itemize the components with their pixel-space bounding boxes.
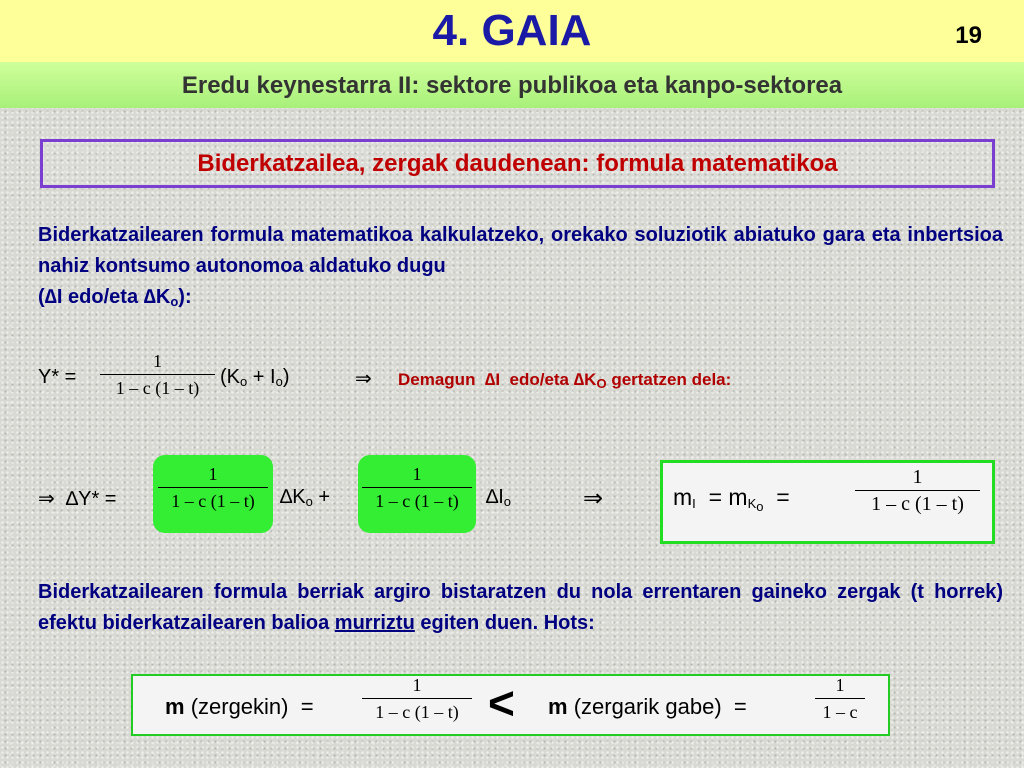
formula1-rhs: $(K_o + I_o)$ — [220, 366, 290, 389]
formula2-fraction-2: 1 1 – c (1 – t) — [362, 463, 472, 512]
implies-arrow-1: ⇒ — [355, 368, 372, 390]
intro-paragraph: Biderkatzailearen formula matematikoa kalkulatzeko, orekako soluziotik abiatuko gara eta inbertsioa nahiz kontsumo autonomoa aldatuko dugu (∆I edo/eta $\Delta K_o$): — [38, 224, 1003, 309]
less-than-sign: < — [488, 677, 515, 729]
formula1-lhs: Y* = — [38, 366, 77, 388]
comparison-right: m (zergarik gabe) = — [548, 694, 747, 719]
intro-text: Biderkatzailearen formula matematikoa kalkulatzeko, orekako soluziotik abiatuko gara eta inbertsioa nahiz kontsumo autonomoa aldatuko dugu — [38, 224, 1003, 277]
comparison-left-fraction: 1 1 – c (1 – t) — [362, 674, 472, 723]
conclusion-paragraph: Biderkatzailearen formula berriak argiro bistaratzen du nola errentaren gaineko zergak (t horrek) efektu biderkatzailearen balioa murriztu egiten duen. Hots: — [38, 581, 1003, 634]
formula1-fraction: 1 1 – c (1 – t) — [100, 350, 215, 399]
implies-arrow-2: ⇒ — [583, 485, 604, 512]
formula2-term1: $\Delta K_o$ + — [280, 486, 331, 509]
formula1-note: Demagun ∆I edo/eta $\Delta K_O$ gertatzen dela: — [398, 370, 732, 391]
comparison-right-fraction: 1 1 – c — [815, 674, 865, 723]
comparison-left: m (zergekin) = — [165, 694, 314, 719]
formula2-fraction-1: 1 1 – c (1 – t) — [158, 463, 268, 512]
section-heading: Biderkatzailea, zergak daudenean: formula matematikoa — [40, 139, 995, 188]
slide-subtitle: Eredu keynestarra II: sektore publikoa eta kanpo-sektorea — [181, 72, 843, 99]
page-number: 19 — [955, 22, 982, 49]
slide-title: 4. GAIA — [432, 6, 592, 55]
result-lhs: $m_I = m_{K_o}$ = — [673, 484, 790, 514]
formula2-lhs: ⇒ ∆Y* = — [38, 488, 117, 510]
result-fraction: 1 1 – c (1 – t) — [855, 466, 980, 515]
formula2-term2: $\Delta I_o$ — [486, 486, 512, 509]
murriztu-link[interactable]: murriztu — [334, 612, 415, 634]
